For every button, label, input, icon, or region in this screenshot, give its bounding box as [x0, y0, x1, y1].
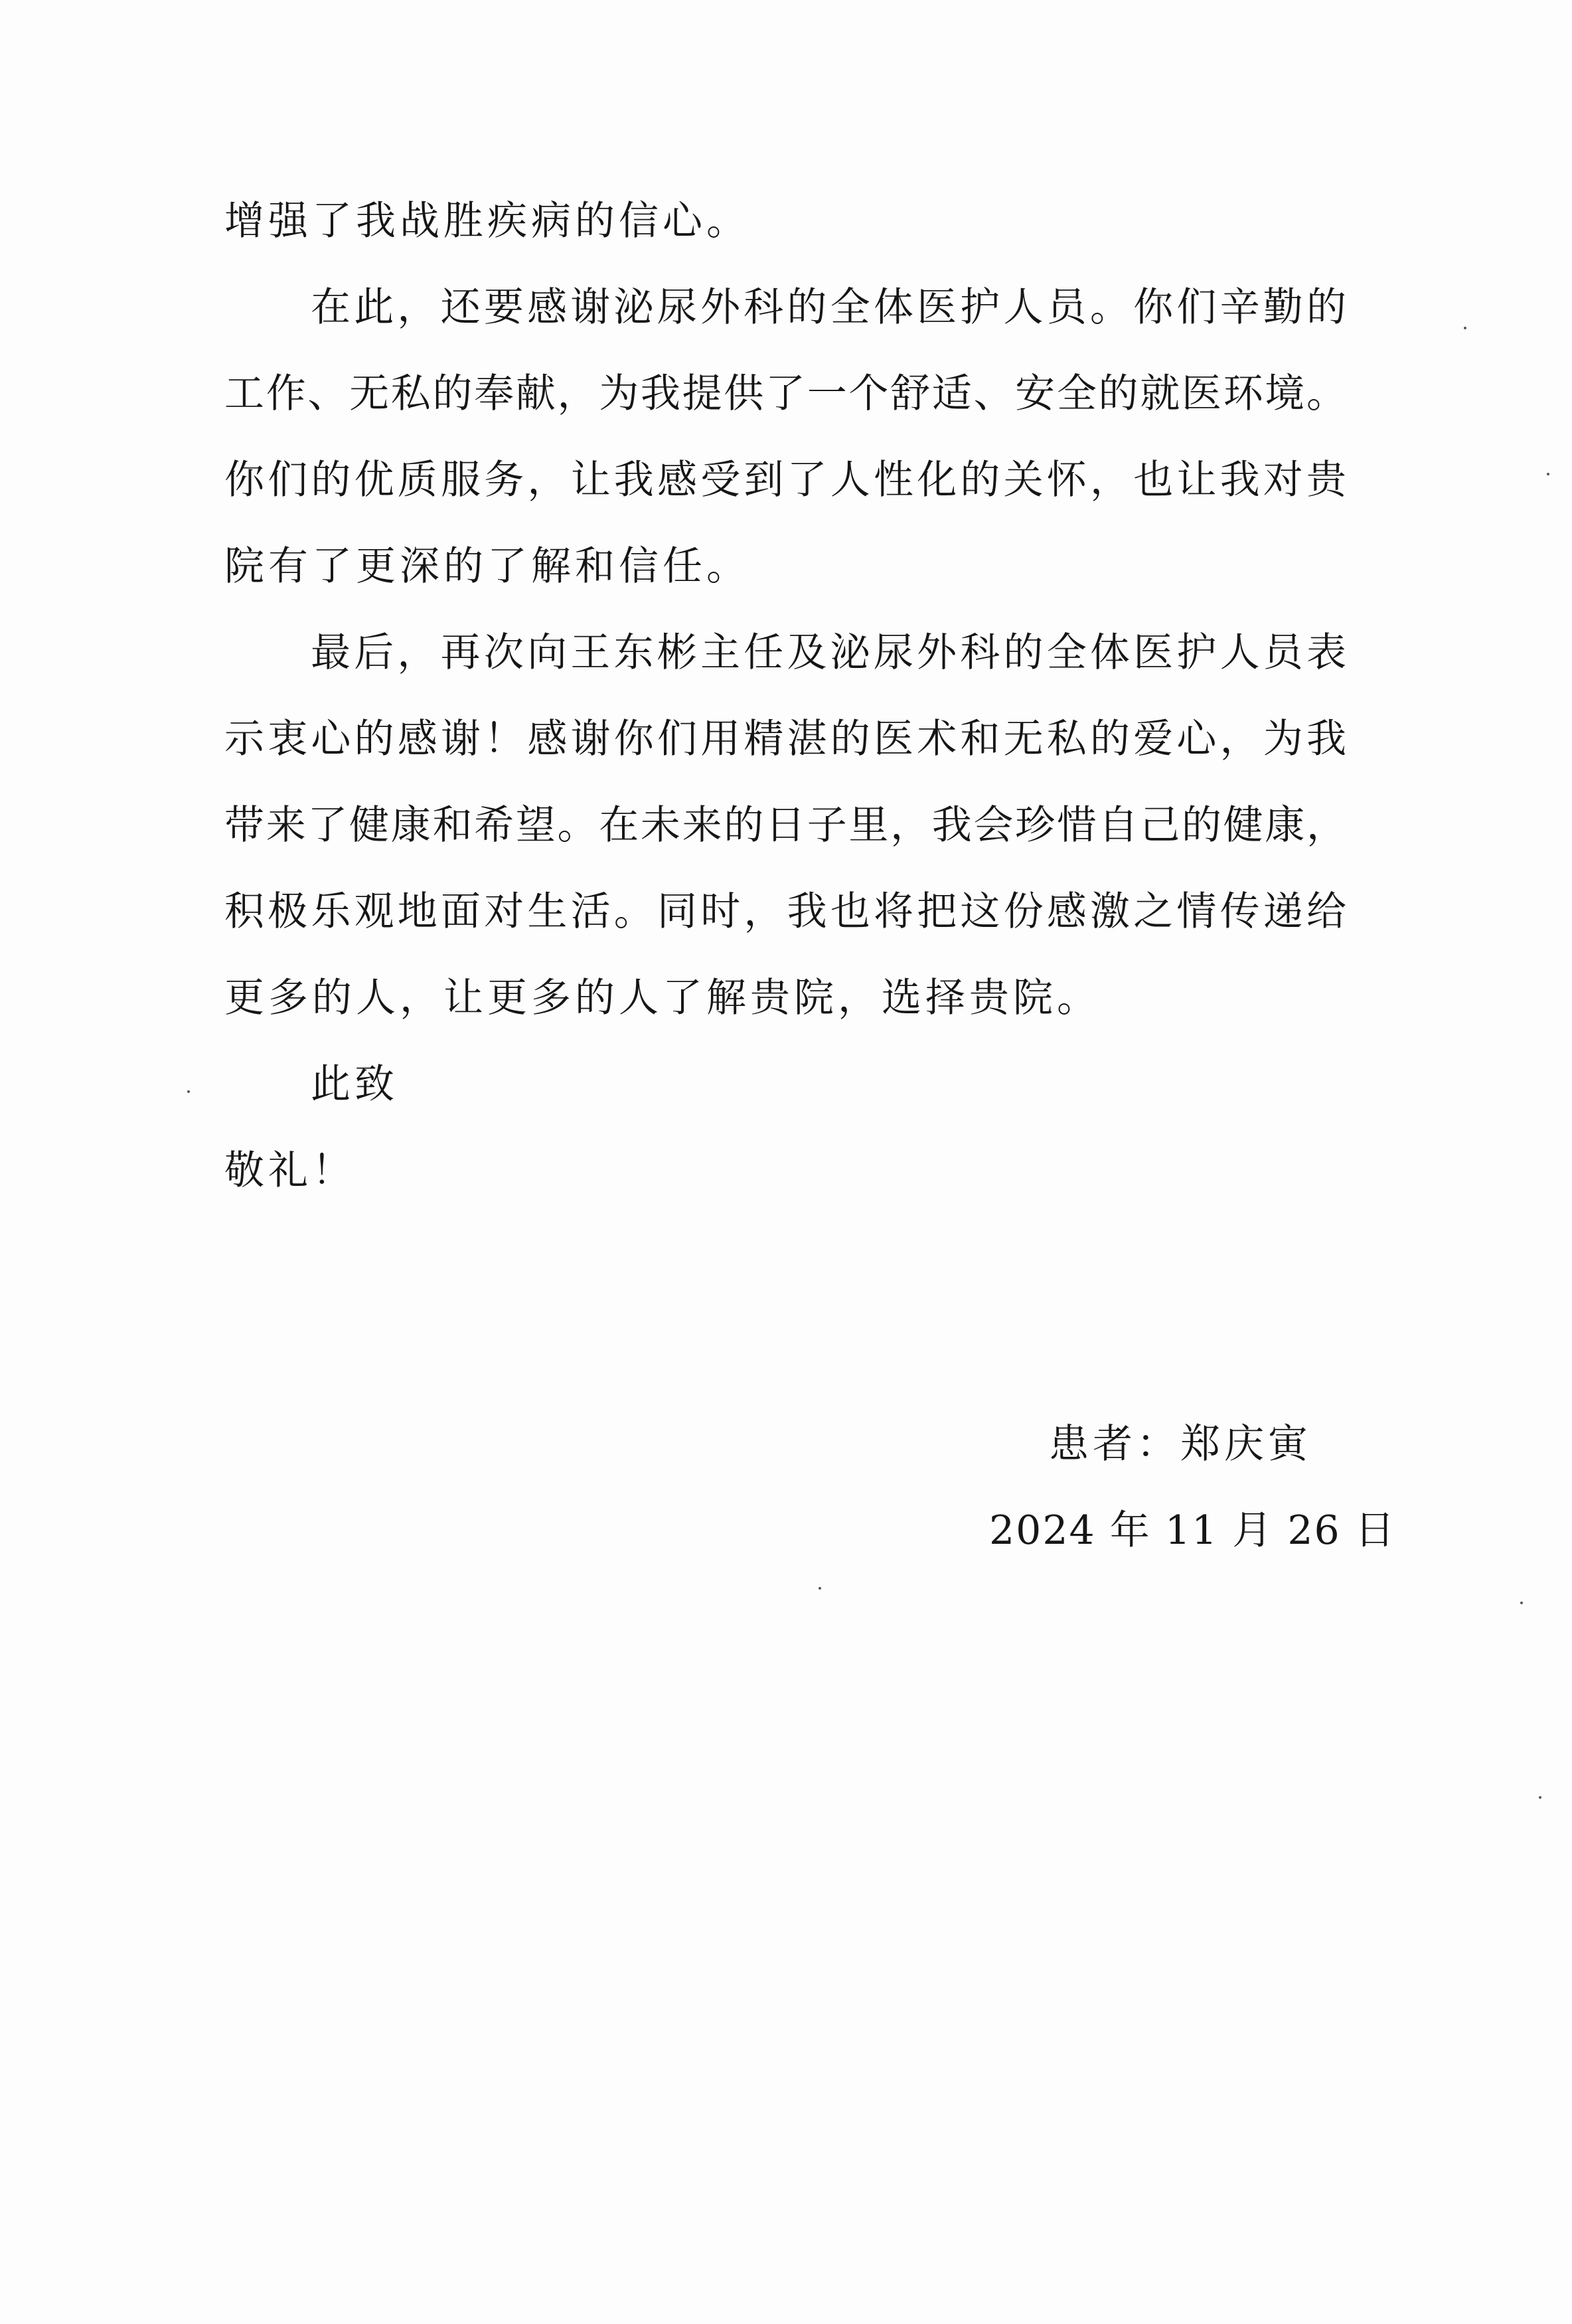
letter-line: 积极乐观地面对生活。同时，我也将把这份感激之情传递给 [224, 888, 1346, 935]
letter-line: 最后，再次向王东彬主任及泌尿外科的全体医护人员表 [311, 629, 1346, 676]
letter-date: 2024 年 11 月 26 日 [989, 1507, 1396, 1554]
letter-line: 在此，还要感谢泌尿外科的全体医护人员。你们辛勤的 [311, 284, 1346, 331]
closing-regards: 敬礼！ [224, 1147, 356, 1194]
letter-line: 带来了健康和希望。在未来的日子里，我会珍惜自己的健康， [224, 802, 1346, 849]
scan-speck [187, 1090, 190, 1093]
closing-salutation: 此致 [311, 1061, 398, 1108]
signature: 患者：郑庆寅 [1049, 1421, 1312, 1467]
letter-line: 工作、无私的奉献，为我提供了一个舒适、安全的就医环境。 [224, 371, 1346, 417]
letter-line: 更多的人，让更多的人了解贵院，选择贵院。 [224, 975, 1101, 1021]
letter-line: 增强了我战胜疾病的信心。 [224, 198, 750, 244]
scan-speck [1539, 1796, 1541, 1799]
scan-speck [1547, 473, 1549, 475]
scan-speck [1464, 327, 1466, 329]
scan-speck [1520, 1602, 1523, 1604]
letter-line: 院有了更深的了解和信任。 [224, 543, 750, 590]
letter-line: 示衷心的感谢！感谢你们用精湛的医术和无私的爱心，为我 [224, 716, 1346, 762]
scan-speck [819, 1587, 821, 1590]
letter-line: 你们的优质服务，让我感受到了人性化的关怀，也让我对贵 [224, 457, 1346, 503]
